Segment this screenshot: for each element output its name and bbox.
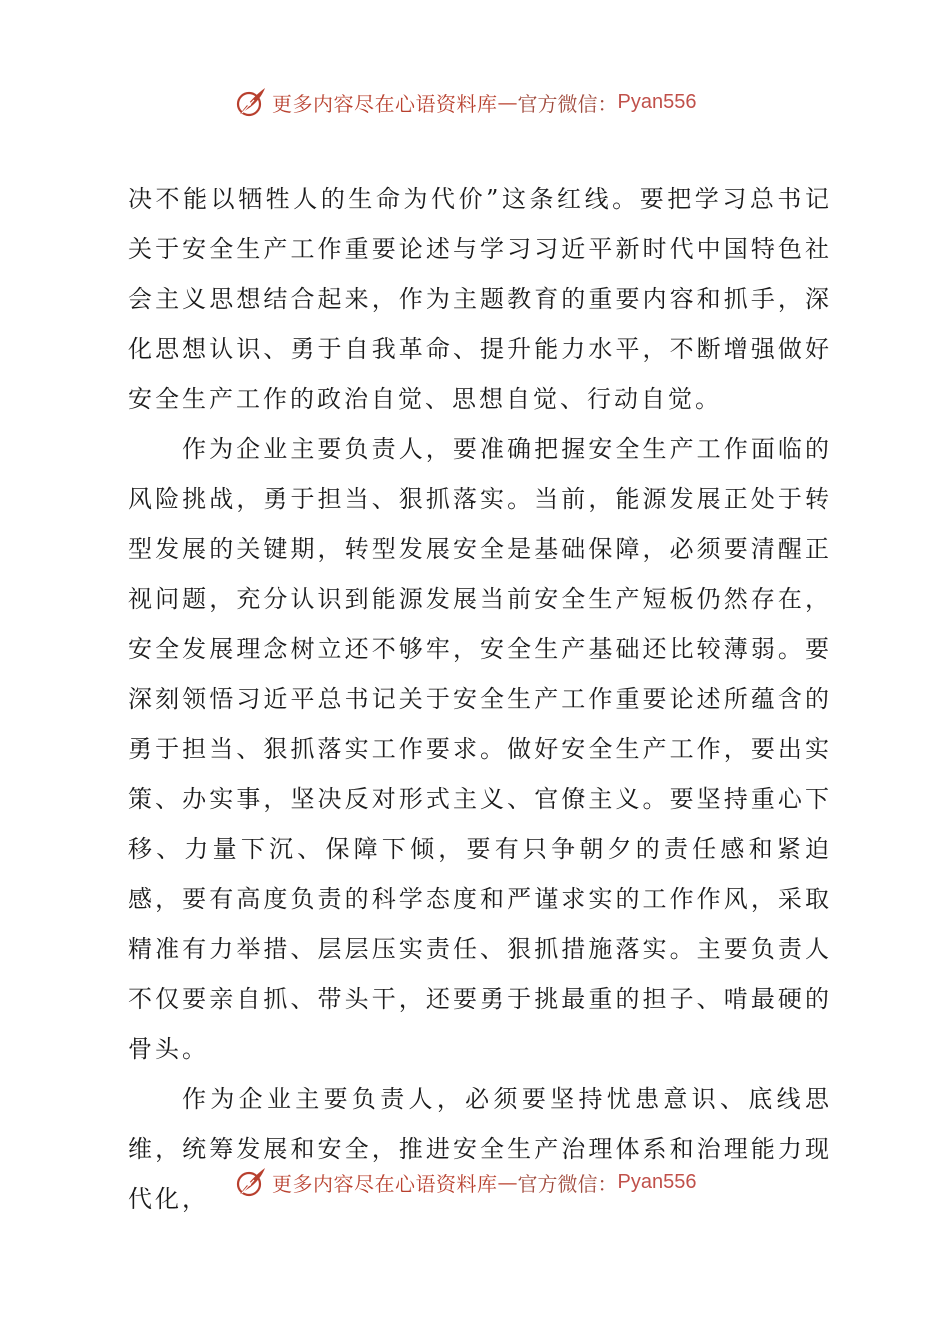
paragraph-2: 作为企业主要负责人，要准确把握安全生产工作面临的风险挑战，勇于担当、狠抓落实。当前，能源发展正处于转型发展的关键期，转型发展安全是基础保障，必须要清醒正视问题，充分认识到能源发展当前安全生产短板仍然存在，安全发展理念树立还不够牢，安全生产基础还比较薄弱。要深刻领悟习近平总书记关于安全生产工作重要论述所蕴含的勇于担当、狠抓落实工作要求。做好安全生产工作，要出实策、办实事，坚决反对形式主义、官僚主义。要坚持重心下移、力量下沉、保障下倾，要有只争朝夕的责任感和紧迫感，要有高度负责的科学态度和严谨求实的工作作风，采取精准有力举措、层层压实责任、狠抓措施落实。主要负责人不仅要亲自抓、带头干，还要勇于挑最重的担子、啃最硬的骨头。 <box>128 435 832 1063</box>
header-separator: — <box>497 90 518 114</box>
quill-logo-icon <box>232 1164 268 1200</box>
footer-wechat-id: Pyan556 <box>617 1170 697 1193</box>
paragraph-3: 作为企业主要负责人，必须要坚持忧患意识、底线思维，统筹发展和安全，推进安全生产治理体系和治理能力现代化， <box>128 1085 832 1213</box>
document-body <box>128 174 832 1224</box>
footer-wechat-label: 官方微信： <box>517 1171 618 1196</box>
header-wechat-label: 官方微信： <box>517 91 618 116</box>
paragraph-1: 决不能以牺牲人的生命为代价”这条红线。要把学习总书记关于安全生产工作重要论述与学习习近平新时代中国特色社会主义思想结合起来，作为主题教育的重要内容和抓手，深化思想认识、勇于自我革命、提升能力水平，不断增强做好安全生产工作的政治自觉、思想自觉、行动自觉。 <box>128 185 832 413</box>
header-wechat-id: Pyan556 <box>617 90 697 113</box>
header-banner <box>232 84 696 120</box>
header-site-text: 更多内容尽在心语资料库 <box>272 91 498 116</box>
footer-site-text: 更多内容尽在心语资料库 <box>272 1171 498 1196</box>
quill-logo-icon <box>232 84 268 120</box>
footer-separator: — <box>497 1170 518 1194</box>
footer-banner <box>232 1164 696 1200</box>
